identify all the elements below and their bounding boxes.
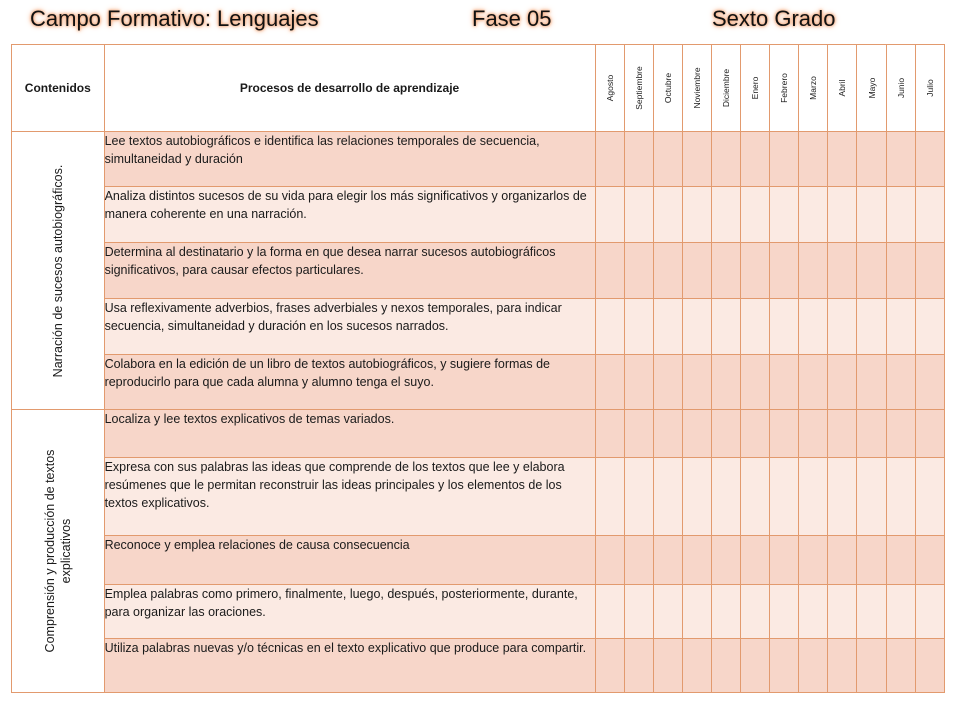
table-row <box>12 410 945 458</box>
month-cell[interactable] <box>711 639 740 693</box>
month-cell[interactable] <box>653 410 682 458</box>
month-cell[interactable] <box>741 187 770 243</box>
month-header: Julio <box>915 45 944 132</box>
month-cell[interactable] <box>799 410 828 458</box>
month-cell[interactable] <box>741 132 770 187</box>
fase-label: Fase 05 <box>472 6 552 31</box>
proceso-cell: Reconoce y emplea relaciones de causa consecuencia <box>104 536 595 585</box>
month-cell[interactable] <box>770 299 799 355</box>
proceso-cell: Localiza y lee textos explicativos de temas variados. <box>104 410 595 458</box>
month-cell[interactable] <box>595 458 624 536</box>
table-row <box>12 299 945 355</box>
contenido-cell <box>12 132 105 410</box>
month-cell[interactable] <box>857 410 886 458</box>
month-cell[interactable] <box>886 132 915 187</box>
proceso-cell: Emplea palabras como primero, finalmente, luego, después, posteriormente, durante, para organizar las oraciones. <box>104 585 595 639</box>
month-cell[interactable] <box>770 243 799 299</box>
month-cell[interactable] <box>828 132 857 187</box>
month-cell[interactable] <box>624 458 653 536</box>
month-cell[interactable] <box>799 299 828 355</box>
month-cell[interactable] <box>595 410 624 458</box>
month-cell[interactable] <box>799 132 828 187</box>
month-cell[interactable] <box>711 536 740 585</box>
month-cell[interactable] <box>595 132 624 187</box>
month-cell[interactable] <box>770 536 799 585</box>
month-cell[interactable] <box>857 355 886 410</box>
month-cell[interactable] <box>711 458 740 536</box>
month-cell[interactable] <box>915 639 944 693</box>
month-cell[interactable] <box>799 536 828 585</box>
month-header: Mayo <box>857 45 886 132</box>
month-cell[interactable] <box>828 243 857 299</box>
month-cell[interactable] <box>711 243 740 299</box>
month-cell[interactable] <box>857 299 886 355</box>
month-cell[interactable] <box>828 410 857 458</box>
month-cell[interactable] <box>595 187 624 243</box>
month-cell[interactable] <box>915 410 944 458</box>
month-cell[interactable] <box>770 458 799 536</box>
proceso-cell: Lee textos autobiográficos e identifica las relaciones temporales de secuencia, simultaneidad y duración <box>104 132 595 187</box>
month-cell[interactable] <box>653 132 682 187</box>
month-cell[interactable] <box>886 187 915 243</box>
month-cell[interactable] <box>682 132 711 187</box>
month-header: Noviembre <box>682 45 711 132</box>
month-cell[interactable] <box>915 243 944 299</box>
month-cell[interactable] <box>711 299 740 355</box>
month-cell[interactable] <box>711 132 740 187</box>
month-cell[interactable] <box>653 355 682 410</box>
procesos-header: Procesos de desarrollo de aprendizaje <box>104 45 595 132</box>
month-cell[interactable] <box>741 639 770 693</box>
month-cell[interactable] <box>595 355 624 410</box>
month-cell[interactable] <box>857 243 886 299</box>
table-row <box>12 458 945 536</box>
month-cell[interactable] <box>770 639 799 693</box>
month-cell[interactable] <box>857 639 886 693</box>
month-cell[interactable] <box>711 585 740 639</box>
month-header: Diciembre <box>711 45 740 132</box>
month-cell[interactable] <box>682 243 711 299</box>
month-cell[interactable] <box>915 355 944 410</box>
month-cell[interactable] <box>886 299 915 355</box>
month-cell[interactable] <box>682 410 711 458</box>
month-header: Agosto <box>595 45 624 132</box>
month-cell[interactable] <box>741 355 770 410</box>
month-cell[interactable] <box>741 410 770 458</box>
month-cell[interactable] <box>624 355 653 410</box>
table-row <box>12 639 945 693</box>
month-cell[interactable] <box>799 355 828 410</box>
month-cell[interactable] <box>915 458 944 536</box>
month-cell[interactable] <box>770 187 799 243</box>
month-cell[interactable] <box>799 187 828 243</box>
month-cell[interactable] <box>828 458 857 536</box>
month-cell[interactable] <box>886 243 915 299</box>
month-cell[interactable] <box>682 355 711 410</box>
month-header: Abril <box>828 45 857 132</box>
month-header: Febrero <box>770 45 799 132</box>
month-cell[interactable] <box>886 458 915 536</box>
proceso-cell: Usa reflexivamente adverbios, frases adverbiales y nexos temporales, para indicar secuencia, simultaneidad y duración en los sucesos narrados. <box>104 299 595 355</box>
month-header: Enero <box>741 45 770 132</box>
month-cell[interactable] <box>857 458 886 536</box>
month-cell[interactable] <box>624 243 653 299</box>
month-cell[interactable] <box>624 132 653 187</box>
month-cell[interactable] <box>915 299 944 355</box>
grado-label: Sexto Grado <box>712 6 836 31</box>
month-cell[interactable] <box>653 187 682 243</box>
month-cell[interactable] <box>828 355 857 410</box>
month-cell[interactable] <box>886 585 915 639</box>
month-cell[interactable] <box>711 355 740 410</box>
month-cell[interactable] <box>799 585 828 639</box>
month-cell[interactable] <box>624 639 653 693</box>
month-cell[interactable] <box>653 536 682 585</box>
campo-formativo-title: Campo Formativo: Lenguajes <box>30 6 319 31</box>
month-cell[interactable] <box>682 299 711 355</box>
proceso-cell: Expresa con sus palabras las ideas que comprende de los textos que lee y elabora resúmenes que le permitan reconstruir las ideas principales y los elementos de los textos explicativos. <box>104 458 595 536</box>
month-cell[interactable] <box>711 410 740 458</box>
month-cell[interactable] <box>653 585 682 639</box>
month-cell[interactable] <box>624 536 653 585</box>
month-cell[interactable] <box>711 187 740 243</box>
month-cell[interactable] <box>682 187 711 243</box>
month-cell[interactable] <box>653 243 682 299</box>
month-cell[interactable] <box>857 536 886 585</box>
month-header: Marzo <box>799 45 828 132</box>
contenidos-header: Contenidos <box>12 45 105 132</box>
month-cell[interactable] <box>682 639 711 693</box>
month-cell[interactable] <box>915 536 944 585</box>
month-cell[interactable] <box>624 299 653 355</box>
proceso-cell: Analiza distintos sucesos de su vida para elegir los más significativos y organizarlos de manera coherente en una narración. <box>104 187 595 243</box>
month-cell[interactable] <box>741 585 770 639</box>
month-cell[interactable] <box>595 243 624 299</box>
page-header <box>0 0 960 44</box>
month-cell[interactable] <box>799 458 828 536</box>
table-row <box>12 243 945 299</box>
month-cell[interactable] <box>624 187 653 243</box>
month-cell[interactable] <box>653 639 682 693</box>
month-cell[interactable] <box>828 639 857 693</box>
month-cell[interactable] <box>886 410 915 458</box>
month-header: Junio <box>886 45 915 132</box>
month-cell[interactable] <box>741 536 770 585</box>
contenido-cell <box>12 410 105 693</box>
month-cell[interactable] <box>770 410 799 458</box>
month-cell[interactable] <box>682 585 711 639</box>
month-cell[interactable] <box>682 458 711 536</box>
month-cell[interactable] <box>828 187 857 243</box>
month-cell[interactable] <box>624 585 653 639</box>
table-row <box>12 187 945 243</box>
month-header: Septiembre <box>624 45 653 132</box>
table-header-row <box>12 45 945 132</box>
table-row <box>12 585 945 639</box>
month-cell[interactable] <box>653 299 682 355</box>
month-cell[interactable] <box>653 458 682 536</box>
proceso-cell: Determina al destinatario y la forma en que desea narrar sucesos autobiográficos significativos, para causar efectos particulares. <box>104 243 595 299</box>
month-cell[interactable] <box>741 458 770 536</box>
month-cell[interactable] <box>886 536 915 585</box>
month-cell[interactable] <box>886 355 915 410</box>
table-row <box>12 355 945 410</box>
month-cell[interactable] <box>828 299 857 355</box>
table-row <box>12 536 945 585</box>
month-cell[interactable] <box>915 585 944 639</box>
month-cell[interactable] <box>799 243 828 299</box>
month-cell[interactable] <box>595 585 624 639</box>
month-cell[interactable] <box>857 585 886 639</box>
contenido-label: Narración de sucesos autobiográficos. <box>50 164 65 377</box>
month-cell[interactable] <box>857 132 886 187</box>
table-row <box>12 132 945 187</box>
month-cell[interactable] <box>770 355 799 410</box>
proceso-cell: Utiliza palabras nuevas y/o técnicas en el texto explicativo que produce para compartir. <box>104 639 595 693</box>
month-cell[interactable] <box>741 299 770 355</box>
month-cell[interactable] <box>857 187 886 243</box>
month-cell[interactable] <box>682 536 711 585</box>
proceso-cell: Colabora en la edición de un libro de textos autobiográficos, y sugiere formas de reproducirlo para que cada alumna y alumno tenga el suyo. <box>104 355 595 410</box>
month-cell[interactable] <box>770 132 799 187</box>
month-cell[interactable] <box>915 132 944 187</box>
contenido-label: Comprensión y producción de textos explicativos <box>42 449 73 653</box>
month-cell[interactable] <box>770 585 799 639</box>
month-cell[interactable] <box>741 243 770 299</box>
month-header: Octubre <box>653 45 682 132</box>
planning-table <box>11 44 945 693</box>
month-cell[interactable] <box>799 639 828 693</box>
month-cell[interactable] <box>595 639 624 693</box>
month-cell[interactable] <box>886 639 915 693</box>
month-cell[interactable] <box>828 585 857 639</box>
month-cell[interactable] <box>828 536 857 585</box>
month-cell[interactable] <box>624 410 653 458</box>
month-cell[interactable] <box>595 299 624 355</box>
month-cell[interactable] <box>595 536 624 585</box>
month-cell[interactable] <box>915 187 944 243</box>
